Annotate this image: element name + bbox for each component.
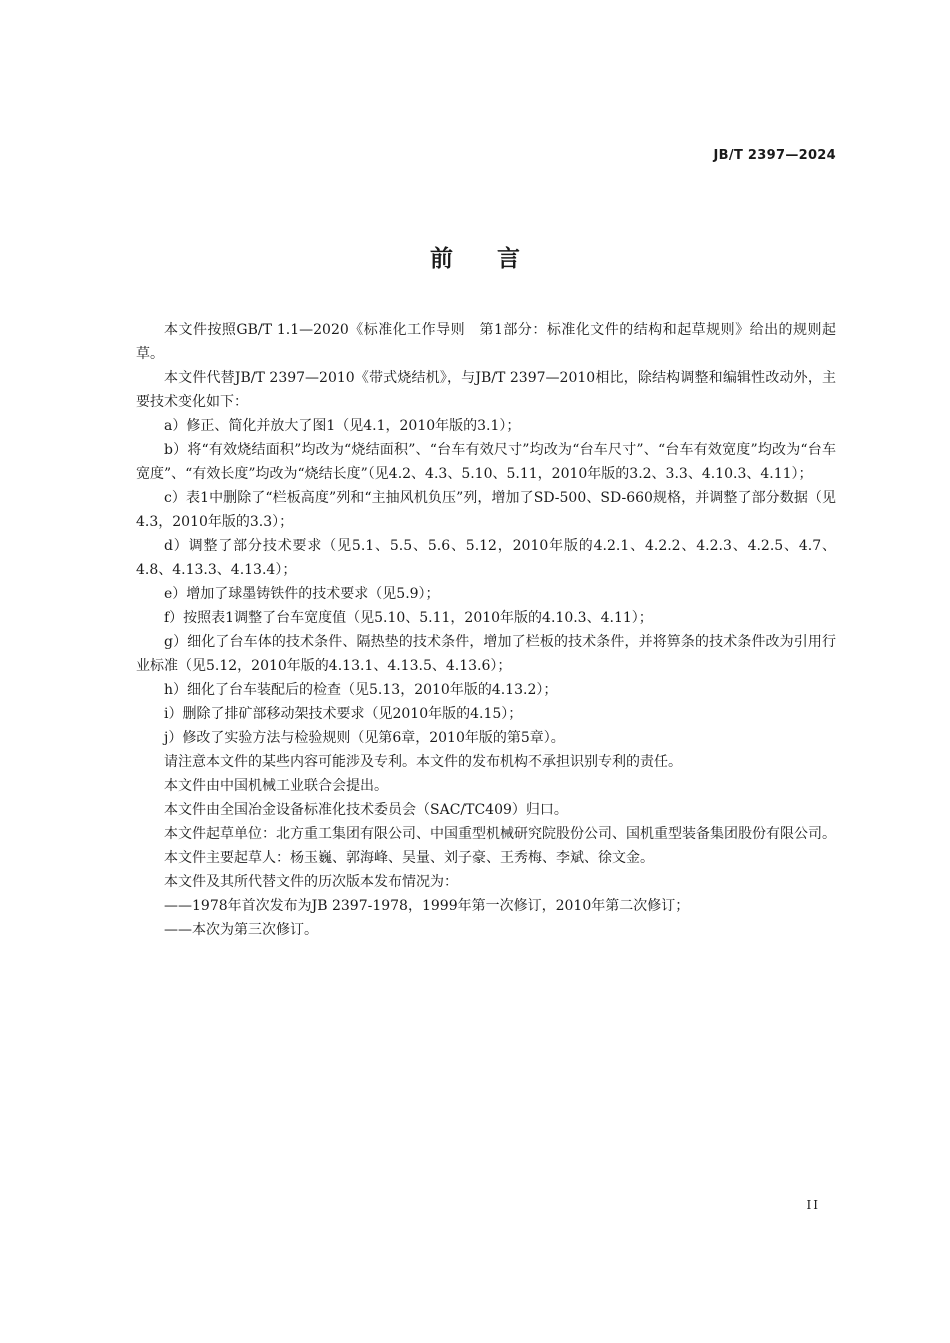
paragraph-history-intro: 本文件及其所代替文件的历次版本发布情况为：: [164, 874, 458, 890]
paragraph-drafting-units: 本文件起草单位：北方重工集团有限公司、中国重型机械研究院股份公司、国机重型装备集团股份有限公司。: [164, 826, 836, 842]
list-item-c: c）表1中删除了“栏板高度”列和“主抽风机负压”列，增加了SD-500、SD-660规格，并调整了部分数据（见4.3，2010年版的3.3）；: [136, 490, 836, 530]
page-number: II: [806, 1198, 820, 1212]
history-item-current: ——本次为第三次修订。: [164, 922, 318, 938]
page-title: 前言: [430, 246, 564, 272]
list-item-b: b）将“有效烧结面积”均改为“烧结面积”、“台车有效尺寸”均改为“台车尺寸”、“台车有效宽度”均改为“台车宽度”、“有效长度”均改为“烧结长度”（见4.2、4.3、5.10、5.11，2010年版的3.2、3.3、4.10.3、4.11）；: [136, 442, 836, 482]
list-item-j: j）修改了实验方法与检验规则（见第6章，2010年版的第5章）。: [164, 730, 565, 746]
paragraph-drafting-rules: 本文件按照GB/T 1.1—2020《标准化工作导则 第1部分：标准化文件的结构和起草规则》给出的规则起草。: [136, 322, 836, 362]
paragraph-replaces: 本文件代替JB/T 2397—2010《带式烧结机》，与JB/T 2397—2010相比，除结构调整和编辑性改动外，主要技术变化如下：: [136, 370, 836, 410]
list-item-i: i）删除了排矿部移动架技术要求（见2010年版的4.15）；: [164, 706, 523, 722]
list-item-a: a）修正、简化并放大了图1（见4.1，2010年版的3.1）；: [164, 418, 521, 434]
foreword-body: [136, 318, 836, 942]
paragraph-drafters: 本文件主要起草人：杨玉巍、郭海峰、吴量、刘子豪、王秀梅、李斌、徐文金。: [164, 850, 654, 866]
paragraph-managed-by: 本文件由全国冶金设备标准化技术委员会（SAC/TC409）归口。: [164, 802, 568, 818]
paragraph-proposed-by: 本文件由中国机械工业联合会提出。: [164, 778, 388, 794]
list-item-d: d）调整了部分技术要求（见5.1、5.5、5.6、5.12，2010年版的4.2.1、4.2.2、4.2.3、4.2.5、4.7、4.8、4.13.3、4.13.4）；: [136, 538, 836, 578]
paragraph-patent-notice: 请注意本文件的某些内容可能涉及专利。本文件的发布机构不承担识别专利的责任。: [164, 754, 682, 770]
standard-code: JB/T 2397—2024: [713, 148, 836, 163]
list-item-f: f）按照表1调整了台车宽度值（见5.10、5.11，2010年版的4.10.3、4.11）；: [164, 610, 653, 626]
list-item-e: e）增加了球墨铸铁件的技术要求（见5.9）；: [164, 586, 440, 602]
history-item-first: ——1978年首次发布为JB 2397-1978，1999年第一次修订，2010年第二次修订；: [164, 898, 690, 914]
list-item-h: h）细化了台车装配后的检查（见5.13，2010年版的4.13.2）；: [164, 682, 558, 698]
list-item-g: g）细化了台车体的技术条件、隔热垫的技术条件，增加了栏板的技术条件，并将箅条的技术条件改为引用行业标准（见5.12，2010年版的4.13.1、4.13.5、4.13.6）；: [136, 634, 836, 674]
